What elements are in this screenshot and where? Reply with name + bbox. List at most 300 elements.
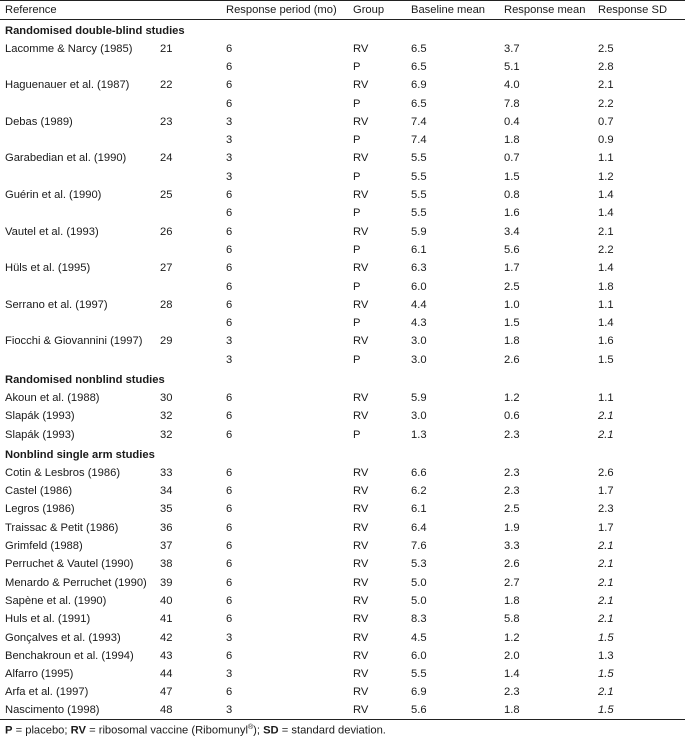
cell-period: 6 (226, 540, 233, 553)
cell-ref-number: 29 (160, 335, 173, 348)
cell-reference: Sapène et al. (1990) (5, 594, 107, 607)
cell-reference: Akoun et al. (1988) (5, 391, 100, 404)
table-row (0, 665, 685, 683)
cell-period: 3 (226, 170, 233, 183)
cell-sd: 2.1 (598, 686, 614, 699)
cell-group: P (353, 60, 361, 73)
cell-ref-number: 30 (160, 391, 173, 404)
section-title: Randomised nonblind studies (5, 373, 165, 386)
cell-reference: Cotin & Lesbros (1986) (5, 466, 121, 479)
cell-ref-number: 48 (155, 702, 221, 720)
cell-reference (0, 131, 155, 149)
cell-baseline: 5.0 (411, 576, 427, 589)
cell-period: 6 (226, 262, 233, 275)
cell-reference: Huls et al. (1991) (5, 613, 91, 626)
cell-sd: 1.4 (598, 262, 614, 275)
section-header-row (0, 20, 685, 40)
footnote-p-abbr: P (5, 725, 13, 737)
cell-period: 6 (226, 594, 233, 607)
table-row (0, 482, 685, 500)
cell-period: 6 (226, 79, 233, 92)
cell-response: 0.4 (504, 115, 520, 128)
cell-baseline: 5.5 (411, 207, 427, 220)
table-row (0, 537, 685, 555)
cell-group: P (353, 317, 361, 330)
cell-sd: 2.1 (598, 410, 614, 423)
cell-sd: 1.1 (598, 298, 614, 311)
cell-ref-number: 36 (160, 521, 173, 534)
cell-response: 2.3 (504, 466, 520, 479)
table-row (0, 351, 685, 369)
table-row (0, 131, 685, 149)
cell-baseline: 5.5 (411, 170, 427, 183)
cell-reference: Serrano et al. (1997) (5, 298, 108, 311)
cell-ref-number: 25 (160, 189, 173, 202)
cell-ref-number: 27 (160, 262, 173, 275)
cell-reference (0, 168, 155, 186)
cell-period: 6 (226, 207, 233, 220)
cell-group: P (353, 207, 361, 220)
cell-response: 2.3 (504, 428, 520, 441)
cell-ref-number (155, 351, 221, 369)
cell-sd: 2.2 (598, 243, 614, 256)
cell-response: 7.8 (504, 97, 520, 110)
cell-baseline: 6.9 (411, 686, 427, 699)
cell-baseline: 6.9 (411, 79, 427, 92)
cell-group: P (353, 428, 361, 441)
header-ref-number (155, 1, 221, 20)
cell-period: 6 (226, 225, 233, 238)
table-row (0, 149, 685, 167)
cell-sd: 1.4 (598, 317, 614, 330)
cell-sd: 2.1 (598, 576, 614, 589)
cell-sd: 2.1 (598, 428, 614, 441)
cell-sd: 1.3 (598, 649, 614, 662)
cell-ref-number: 28 (160, 298, 173, 311)
cell-ref-number: 32 (160, 410, 173, 423)
cell-reference (0, 58, 155, 76)
cell-ref-number: 42 (160, 631, 173, 644)
table-row (0, 592, 685, 610)
cell-ref-number (155, 204, 221, 222)
cell-ref-number (155, 168, 221, 186)
cell-response: 2.0 (504, 649, 520, 662)
cell-reference: Fiocchi & Giovannini (1997) (5, 335, 143, 348)
cell-sd: 1.2 (598, 170, 614, 183)
cell-ref-number: 23 (160, 115, 173, 128)
cell-ref-number: 38 (160, 558, 173, 571)
cell-period: 6 (226, 60, 233, 73)
cell-response: 2.6 (504, 558, 520, 571)
cell-reference: Perruchet & Vautel (1990) (5, 558, 134, 571)
cell-group: RV (353, 613, 369, 626)
cell-ref-number: 39 (160, 576, 173, 589)
cell-reference (0, 204, 155, 222)
cell-period: 6 (226, 466, 233, 479)
table-row (0, 519, 685, 537)
cell-ref-number (155, 277, 221, 295)
cell-response: 1.2 (504, 631, 520, 644)
cell-ref-number (155, 131, 221, 149)
cell-reference: Haguenauer et al. (1987) (5, 79, 130, 92)
cell-ref-number: 34 (160, 485, 173, 498)
cell-response: 1.2 (504, 391, 520, 404)
cell-baseline: 3.0 (411, 353, 427, 366)
cell-baseline: 7.4 (411, 134, 427, 147)
footnote-rv-def: = ribosomal vaccine (Ribomunyl (85, 725, 248, 737)
cell-group: RV (353, 540, 369, 553)
cell-baseline: 1.3 (411, 428, 427, 441)
cell-baseline: 7.6 (411, 540, 427, 553)
header-reference: Reference (0, 1, 155, 20)
cell-response: 1.9 (504, 521, 520, 534)
cell-group: RV (353, 225, 369, 238)
cell-sd: 2.1 (598, 540, 614, 553)
cell-sd: 2.5 (598, 42, 614, 55)
cell-period: 3 (226, 152, 233, 165)
cell-reference: Castel (1986) (5, 485, 73, 498)
cell-group: P (353, 280, 361, 293)
cell-ref-number: 37 (160, 540, 173, 553)
cell-group: RV (353, 152, 369, 165)
cell-group: P (353, 353, 361, 366)
cell-period: 6 (226, 189, 233, 202)
header-group: Group (348, 1, 406, 20)
table-row (0, 314, 685, 332)
table-row (0, 222, 685, 240)
cell-response: 2.5 (504, 280, 520, 293)
cell-period: 3 (221, 702, 348, 720)
cell-sd: 2.3 (598, 503, 614, 516)
table-row (0, 610, 685, 628)
cell-baseline: 5.9 (411, 225, 427, 238)
cell-group: RV (353, 594, 369, 607)
cell-sd: 2.8 (598, 60, 614, 73)
table-row (0, 407, 685, 425)
cell-reference: Slapák (1993) (5, 428, 75, 441)
footnote-rv-abbr: RV (70, 725, 86, 737)
cell-group: P (353, 134, 361, 147)
footnote-sd-abbr: SD (263, 725, 279, 737)
table-header (0, 1, 685, 20)
cell-baseline: 4.3 (411, 317, 427, 330)
cell-period: 6 (226, 613, 233, 626)
cell-response: 4.0 (504, 79, 520, 92)
cell-baseline: 6.6 (411, 466, 427, 479)
footnote-reg-mark: ® (247, 724, 254, 732)
cell-response: 2.7 (504, 576, 520, 589)
cell-period: 6 (226, 410, 233, 423)
cell-reference: Arfa et al. (1997) (5, 686, 89, 699)
cell-period: 6 (226, 298, 233, 311)
cell-reference: Alfarro (1995) (5, 668, 74, 681)
cell-sd: 1.5 (598, 353, 614, 366)
cell-group: RV (353, 649, 369, 662)
table-row (0, 40, 685, 58)
cell-reference (0, 241, 155, 259)
cell-period: 6 (226, 576, 233, 589)
cell-sd: 2.1 (598, 613, 614, 626)
cell-baseline: 6.1 (411, 243, 427, 256)
cell-sd: 2.6 (598, 466, 614, 479)
cell-response: 1.5 (504, 170, 520, 183)
cell-group: P (353, 170, 361, 183)
cell-baseline: 6.5 (411, 97, 427, 110)
cell-response: 3.3 (504, 540, 520, 553)
cell-baseline: 6.2 (411, 485, 427, 498)
cell-period: 3 (226, 668, 233, 681)
table-row (0, 113, 685, 131)
table-row (0, 389, 685, 407)
cell-baseline: 5.5 (411, 668, 427, 681)
cell-group: RV (353, 189, 369, 202)
cell-sd: 0.7 (598, 115, 614, 128)
cell-reference (0, 314, 155, 332)
cell-period: 6 (226, 42, 233, 55)
cell-ref-number (155, 241, 221, 259)
table-body (0, 20, 685, 720)
cell-sd: 1.7 (598, 521, 614, 534)
cell-group: RV (353, 668, 369, 681)
cell-period: 3 (226, 631, 233, 644)
cell-period: 3 (226, 115, 233, 128)
cell-sd: 1.5 (593, 702, 685, 720)
cell-response: 2.3 (504, 485, 520, 498)
cell-sd: 1.5 (598, 631, 614, 644)
cell-response: 0.7 (504, 152, 520, 165)
cell-group: RV (353, 686, 369, 699)
cell-ref-number: 32 (160, 428, 173, 441)
cell-response: 1.8 (504, 335, 520, 348)
cell-baseline: 5.3 (411, 558, 427, 571)
cell-ref-number: 21 (160, 42, 173, 55)
table-row (0, 425, 685, 443)
cell-group: RV (353, 335, 369, 348)
cell-response: 1.7 (504, 262, 520, 275)
header-response: Response mean (499, 1, 593, 20)
table-row (0, 204, 685, 222)
cell-group: RV (353, 391, 369, 404)
cell-ref-number: 35 (160, 503, 173, 516)
table-row (0, 277, 685, 295)
cell-reference: Hüls et al. (1995) (5, 262, 91, 275)
cell-reference: Grimfeld (1988) (5, 540, 83, 553)
cell-group: RV (353, 503, 369, 516)
cell-ref-number: 47 (160, 686, 173, 699)
cell-sd: 2.1 (598, 594, 614, 607)
cell-reference: Vautel et al. (1993) (5, 225, 99, 238)
cell-ref-number (155, 58, 221, 76)
cell-response: 5.6 (504, 243, 520, 256)
table-row (0, 259, 685, 277)
table-row (0, 241, 685, 259)
table-row (0, 296, 685, 314)
cell-sd: 2.1 (598, 558, 614, 571)
cell-group: RV (353, 410, 369, 423)
cell-response: 1.6 (504, 207, 520, 220)
cell-reference (0, 94, 155, 112)
cell-baseline: 6.0 (411, 649, 427, 662)
cell-baseline: 5.9 (411, 391, 427, 404)
footnote-p-def: = placebo; (12, 725, 71, 737)
cell-group: RV (353, 466, 369, 479)
cell-reference (0, 351, 155, 369)
cell-group: RV (353, 558, 369, 571)
cell-period: 6 (226, 521, 233, 534)
cell-baseline: 6.4 (411, 521, 427, 534)
cell-sd: 1.8 (598, 280, 614, 293)
cell-period: 6 (226, 428, 233, 441)
table-row (0, 168, 685, 186)
cell-response: 3.7 (504, 42, 520, 55)
cell-response: 1.8 (499, 702, 593, 720)
cell-group: RV (353, 115, 369, 128)
cell-baseline: 5.5 (411, 152, 427, 165)
cell-baseline: 4.4 (411, 298, 427, 311)
cell-baseline: 6.5 (411, 42, 427, 55)
cell-reference: Debas (1989) (5, 115, 73, 128)
cell-group: RV (353, 42, 369, 55)
cell-baseline: 5.0 (411, 594, 427, 607)
cell-response: 2.6 (504, 353, 520, 366)
cell-response: 3.4 (504, 225, 520, 238)
cell-reference: Benchakroun et al. (1994) (5, 649, 134, 662)
cell-response: 1.0 (504, 298, 520, 311)
cell-ref-number: 44 (160, 668, 173, 681)
table-row (0, 94, 685, 112)
cell-baseline: 8.3 (411, 613, 427, 626)
table-row (0, 702, 685, 720)
cell-baseline: 6.0 (411, 280, 427, 293)
cell-group: RV (348, 702, 406, 720)
cell-baseline: 5.5 (411, 189, 427, 202)
cell-sd: 1.7 (598, 485, 614, 498)
header-period: Response period (mo) (221, 1, 348, 20)
cell-baseline: 6.5 (411, 60, 427, 73)
table-row (0, 186, 685, 204)
cell-reference: Guérin et al. (1990) (5, 189, 102, 202)
cell-group: RV (353, 79, 369, 92)
section-title: Nonblind single arm studies (5, 448, 155, 461)
cell-ref-number: 40 (160, 594, 173, 607)
cell-response: 1.8 (504, 134, 520, 147)
cell-group: RV (353, 298, 369, 311)
cell-period: 6 (226, 558, 233, 571)
section-header-row (0, 369, 685, 389)
table-row (0, 628, 685, 646)
cell-period: 6 (226, 97, 233, 110)
cell-group: P (353, 243, 361, 256)
cell-response: 0.6 (504, 410, 520, 423)
cell-ref-number (155, 94, 221, 112)
cell-reference (0, 277, 155, 295)
cell-group: P (353, 97, 361, 110)
cell-response: 1.8 (504, 594, 520, 607)
cell-reference: Gonçalves et al. (1993) (5, 631, 121, 644)
cell-baseline: 6.3 (411, 262, 427, 275)
cell-sd: 1.4 (598, 207, 614, 220)
cell-period: 6 (226, 686, 233, 699)
cell-baseline: 3.0 (411, 335, 427, 348)
header-baseline: Baseline mean (406, 1, 499, 20)
table-row (0, 76, 685, 94)
cell-period: 6 (226, 243, 233, 256)
cell-period: 6 (226, 649, 233, 662)
table-row (0, 332, 685, 350)
cell-response: 0.8 (504, 189, 520, 202)
cell-period: 6 (226, 317, 233, 330)
cell-group: RV (353, 485, 369, 498)
table-row (0, 58, 685, 76)
cell-reference: Lacomme & Narcy (1985) (5, 42, 133, 55)
cell-group: RV (353, 631, 369, 644)
cell-baseline: 7.4 (411, 115, 427, 128)
table-row (0, 683, 685, 701)
cell-reference: Legros (1986) (5, 503, 75, 516)
section-header-row (0, 444, 685, 464)
cell-response: 1.5 (504, 317, 520, 330)
cell-reference: Slapák (1993) (5, 410, 75, 423)
cell-period: 6 (226, 485, 233, 498)
cell-baseline: 6.1 (411, 503, 427, 516)
cell-period: 6 (226, 280, 233, 293)
cell-reference: Garabedian et al. (1990) (5, 152, 127, 165)
cell-period: 3 (226, 134, 233, 147)
cell-sd: 2.2 (598, 97, 614, 110)
cell-period: 6 (226, 503, 233, 516)
cell-period: 3 (226, 335, 233, 348)
cell-sd: 1.6 (598, 335, 614, 348)
cell-sd: 1.1 (598, 152, 614, 165)
cell-period: 6 (226, 391, 233, 404)
cell-reference: Traissac & Petit (1986) (5, 521, 119, 534)
cell-period: 3 (226, 353, 233, 366)
cell-baseline: 5.6 (406, 702, 499, 720)
cell-response: 2.3 (504, 686, 520, 699)
cell-sd: 1.1 (598, 391, 614, 404)
footnote-rv-close: ); (253, 725, 264, 737)
cell-sd: 0.9 (598, 134, 614, 147)
cell-baseline: 3.0 (411, 410, 427, 423)
table-row (0, 464, 685, 482)
header-sd: Response SD (593, 1, 685, 20)
section-title: Randomised double-blind studies (5, 24, 185, 37)
cell-ref-number: 43 (160, 649, 173, 662)
cell-group: RV (353, 521, 369, 534)
cell-baseline: 4.5 (411, 631, 427, 644)
cell-ref-number: 26 (160, 225, 173, 238)
cell-group: RV (353, 576, 369, 589)
cell-group: RV (353, 262, 369, 275)
cell-ref-number: 24 (160, 152, 173, 165)
cell-ref-number: 22 (160, 79, 173, 92)
cell-ref-number: 41 (160, 613, 173, 626)
cell-sd: 1.5 (598, 668, 614, 681)
table-row (0, 647, 685, 665)
cell-response: 5.1 (504, 60, 520, 73)
cell-ref-number (155, 314, 221, 332)
cell-sd: 1.4 (598, 189, 614, 202)
cell-response: 5.8 (504, 613, 520, 626)
cell-response: 2.5 (504, 503, 520, 516)
table-row (0, 500, 685, 518)
table-row (0, 555, 685, 573)
cell-reference: Menardo & Perruchet (1990) (5, 576, 147, 589)
cell-reference: Nascimento (1998) (0, 702, 155, 720)
cell-response: 1.4 (504, 668, 520, 681)
footnote-sd-def: = standard deviation. (278, 725, 386, 737)
cell-sd: 2.1 (598, 79, 614, 92)
